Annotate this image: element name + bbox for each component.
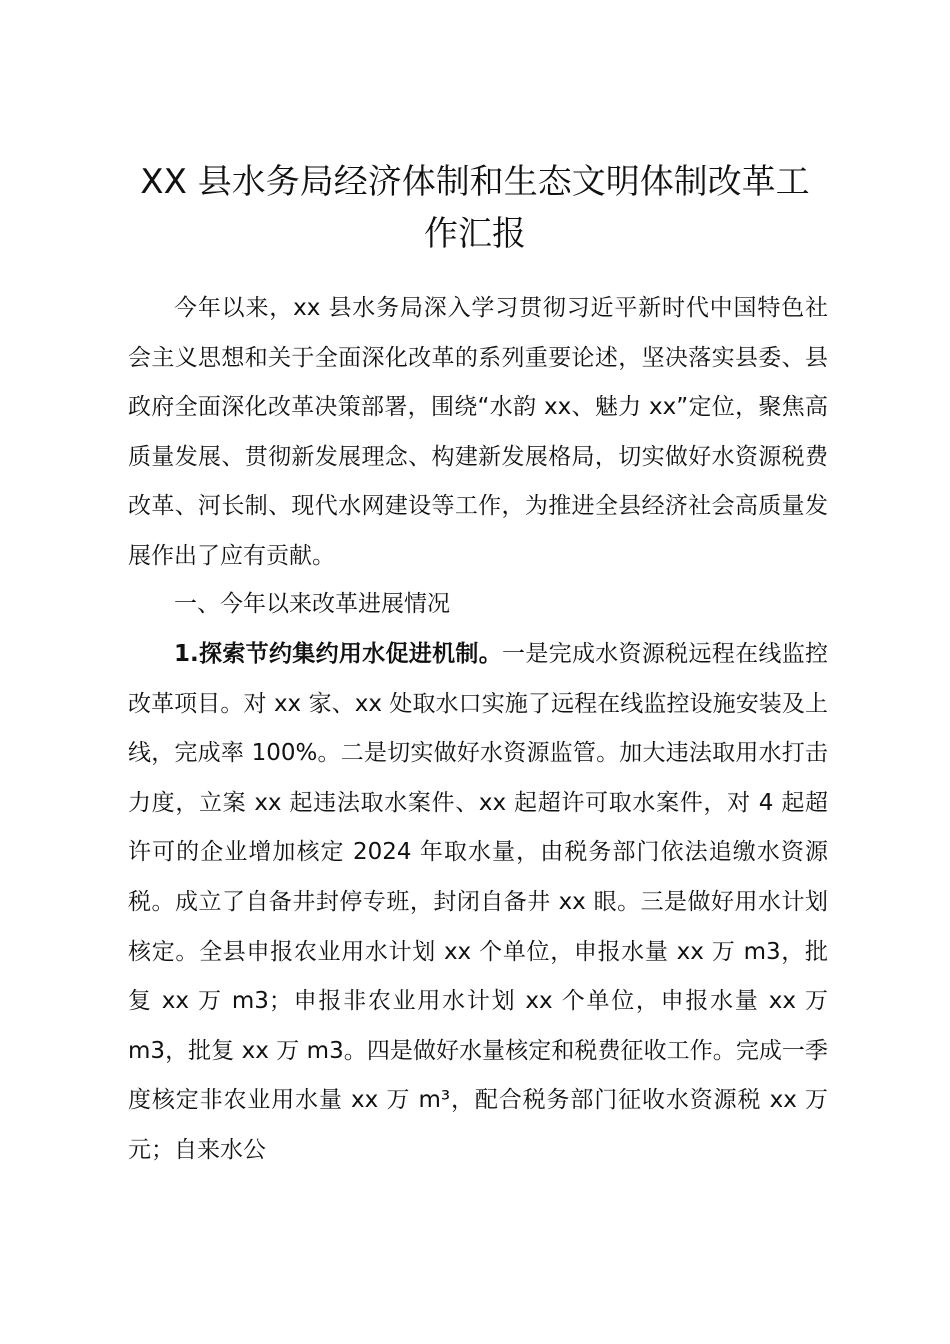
item-heading: 1.探索节约集约用水促进机制。 (174, 641, 503, 667)
section-heading: 一、今年以来改革进展情况 (174, 591, 450, 617)
intro-paragraph: 今年以来，xx 县水务局深入学习贯彻习近平新时代中国特色社会主义思想和关于全面深化改革的系列重要论述，坚决落实县委、县政府全面深化改革决策部署，围绕“水韵 xx、魅力 xx”定位，聚焦高质量发展、贯彻新发展理念、构建新发展格局，切实做好水资源税费改革、河长制、现代水网建设等工作，为推进全县经济社会高质量发展作出了应有贡献。 (128, 295, 828, 569)
item-paragraph (128, 630, 828, 1176)
item-body: 一是完成水资源税远程在线监控改革项目。对 xx 家、xx 处取水口实施了远程在线监控设施安装及上线，完成率 100%。二是切实做好水资源监管。加大违法取用水打击力度，立案 xx 起违法取水案件、xx 起超许可取水案件，对 4 起超许可的企业增加核定 2024 年取水量，由税务部门依法追缴水资源税。成立了自备井封停专班，封闭自备井 xx 眼。三是做好用水计划核定。全县申报农业用水计划 xx 个单位，申报水量 xx 万 m3，批复 xx 万 m3；申报非农业用水计划 xx 个单位，申报水量 xx 万 m3，批复 xx 万 m3。四是做好水量核定和税费征收工作。完成一季度核定非农业用水量 xx 万 m³，配合税务部门征收水资源税 xx 万元；自来水公 (128, 641, 829, 1163)
title-line-2: 作汇报 (424, 214, 526, 254)
document-title (110, 156, 840, 260)
title-line-1: XX 县水务局经济体制和生态文明体制改革工 (140, 162, 810, 202)
